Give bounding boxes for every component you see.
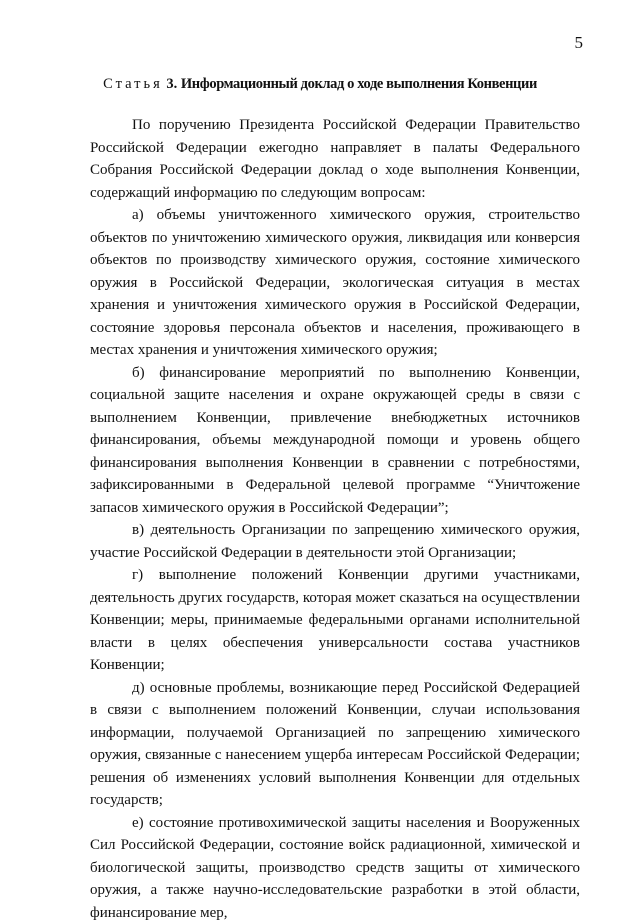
article-title: Информационный доклад о ходе выполнения Конвенции [181, 76, 537, 92]
page-number: 5 [575, 33, 584, 53]
article-heading [0, 76, 640, 93]
paragraph-item-v: в) деятельность Организации по запрещению химического оружия, участие Российской Федерации в деятельности этой Организации; [90, 519, 580, 564]
paragraph-item-d: д) основные проблемы, возникающие перед Российской Федерацией в связи с выполнением положений Конвенции, случаи использования информации, получаемой Организацией по запрещению химического оружия, связанные с нанесением ущерба интересам Российской Федерации; решения об изменениях условий выполнения Конвенции для отдельных государств; [90, 677, 580, 812]
article-number: 3. [166, 76, 177, 92]
paragraph-item-e: е) состояние противохимической защиты населения и Вооруженных Сил Российской Федерации, состояние войск радиационной, химической и биологической защиты, производство средств защиты от химического оружия, а также научно-исследовательские разработки в этой области, финансирование мер, [90, 812, 580, 924]
paragraph-item-g: г) выполнение положений Конвенции другими участниками, деятельность других государств, которая может сказаться на осуществлении Конвенции; меры, принимаемые федеральными органами исполнительной власти в целях обеспечения универсальности состава участников Конвенции; [90, 564, 580, 677]
article-body [90, 114, 580, 924]
article-word: Статья [103, 76, 163, 92]
paragraph-item-b: б) финансирование мероприятий по выполнению Конвенции, социальной защите населения и охране окружающей среды в связи с выполнением Конвенции, привлечение внебюджетных источников финансирования, объемы международной помощи и уровень общего финансирования выполнения Конвенции в сравнении с потребностями, зафиксированными в Федеральной целевой программе “Уничтожение запасов химического оружия в Российской Федерации”; [90, 362, 580, 520]
paragraph-item-a: а) объемы уничтоженного химического оружия, строительство объектов по уничтожению химического оружия, ликвидация или конверсия объектов по производству химического оружия, состояние химического оружия в Российской Федерации, экологическая ситуация в местах хранения и уничтожения химического оружия в Российской Федерации, состояние здоровья персонала объектов и населения, проживающего в местах хранения и уничтожения химического оружия; [90, 204, 580, 362]
paragraph-intro: По поручению Президента Российской Федерации Правительство Российской Федерации ежегодно направляет в палаты Федерального Собрания Российской Федерации доклад о ходе выполнения Конвенции, содержащий информацию по следующим вопросам: [90, 114, 580, 204]
